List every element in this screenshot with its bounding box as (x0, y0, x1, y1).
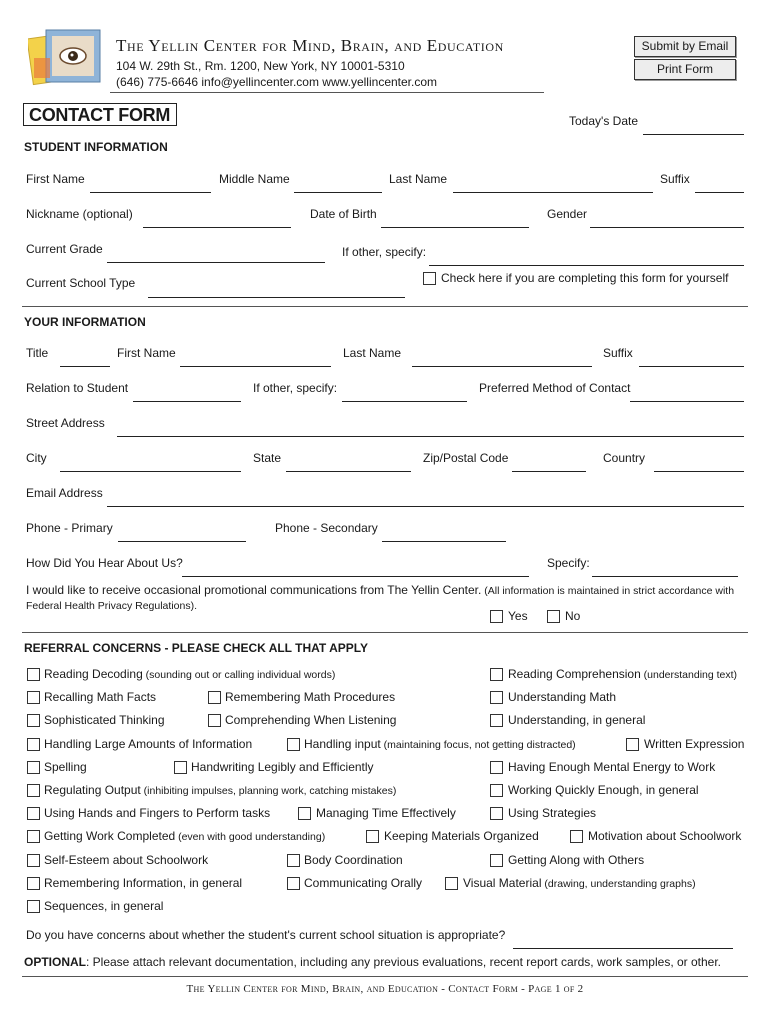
concern-checkbox[interactable] (27, 738, 40, 751)
promo-note: (All information is maintained in strict accordance with Federal Health Privacy Regulations). (26, 585, 735, 612)
concern-checkbox[interactable] (27, 784, 40, 797)
concerns-heading: REFERRAL CONCERNS - PLEASE CHECK ALL THAT APPLY (24, 641, 369, 655)
dob-field[interactable] (381, 213, 529, 228)
concern-checkbox[interactable] (27, 668, 40, 681)
org-name: The Yellin Center for Mind, Brain, and Education (116, 36, 504, 55)
concern-checkbox[interactable] (490, 714, 503, 727)
email-field[interactable] (107, 492, 744, 507)
nickname-label: Nickname (optional) (26, 207, 133, 221)
concern-label: Using Hands and Fingers to Perform tasks (44, 806, 271, 820)
your-first-name-label: First Name (117, 346, 176, 360)
concern-checkbox[interactable] (490, 854, 503, 867)
concern-checkbox[interactable] (298, 807, 311, 820)
concern-label: Reading Comprehension (understanding text) (508, 667, 738, 681)
concern-checkbox[interactable] (490, 807, 503, 820)
print-form-button[interactable]: Print Form (634, 59, 736, 80)
student-first-name-field[interactable] (90, 178, 211, 193)
logo (28, 28, 104, 86)
concern-checkbox[interactable] (570, 830, 583, 843)
concern-checkbox[interactable] (208, 691, 221, 704)
relation-label: Relation to Student (26, 381, 129, 395)
concern-label: Using Strategies (508, 806, 597, 820)
concern-label: Getting Along with Others (508, 853, 645, 867)
concern-checkbox[interactable] (490, 761, 503, 774)
concern-label: Keeping Materials Organized (384, 829, 539, 843)
concern-checkbox[interactable] (287, 738, 300, 751)
promo-yes-label: Yes (508, 609, 528, 623)
your-first-name-field[interactable] (180, 352, 331, 367)
concern-label: Comprehending When Listening (225, 713, 397, 727)
concern-label: Handling input (maintaining focus, not getting distracted) (304, 737, 576, 751)
todays-date-label: Today's Date (569, 114, 638, 128)
phone-primary-field[interactable] (118, 527, 246, 542)
school-type-label: Current School Type (26, 276, 136, 290)
your-title-field[interactable] (60, 352, 110, 367)
country-field[interactable] (654, 457, 744, 472)
optional-label: OPTIONAL (24, 955, 86, 969)
zip-field[interactable] (512, 457, 586, 472)
student-info-heading: STUDENT INFORMATION (24, 140, 168, 154)
footer-divider (22, 976, 748, 977)
concern-checkbox[interactable] (366, 830, 379, 843)
relation-field[interactable] (133, 387, 241, 402)
street-label: Street Address (26, 416, 105, 430)
concern-label: Regulating Output (inhibiting impulses, planning work, catching mistakes) (44, 783, 397, 797)
concern-checkbox[interactable] (174, 761, 187, 774)
concern-label: Understanding, in general (508, 713, 646, 727)
current-grade-label: Current Grade (26, 242, 103, 256)
school-type-field[interactable] (148, 283, 405, 298)
concern-label: Remembering Information, in general (44, 876, 243, 890)
relation-if-other-label: If other, specify: (253, 381, 338, 395)
promo-consent-text (26, 583, 748, 613)
concern-label: Managing Time Effectively (316, 806, 456, 820)
concern-label: Getting Work Completed (even with good understanding) (44, 829, 326, 843)
concern-label: Communicating Orally (304, 876, 423, 890)
concern-checkbox[interactable] (626, 738, 639, 751)
concern-checkbox[interactable] (27, 807, 40, 820)
your-last-name-label: Last Name (343, 346, 402, 360)
concern-label: Self-Esteem about Schoolwork (44, 853, 209, 867)
hear-about-label: How Did You Hear About Us? (26, 556, 183, 570)
concern-label: Visual Material (drawing, understanding graphs) (463, 876, 696, 890)
phone-secondary-field[interactable] (382, 527, 506, 542)
student-first-name-label: First Name (26, 172, 85, 186)
current-grade-field[interactable] (107, 248, 325, 263)
dob-label: Date of Birth (310, 207, 377, 221)
concern-checkbox[interactable] (445, 877, 458, 890)
concern-label: Working Quickly Enough, in general (508, 783, 699, 797)
zip-label: Zip/Postal Code (423, 451, 509, 465)
student-middle-name-field[interactable] (294, 178, 382, 193)
your-info-heading: YOUR INFORMATION (24, 315, 146, 329)
concern-label: Sequences, in general (44, 899, 164, 913)
concern-label: Having Enough Mental Energy to Work (508, 760, 716, 774)
concern-checkbox[interactable] (490, 784, 503, 797)
concern-label: Written Expression (644, 737, 745, 751)
concern-checkbox[interactable] (287, 854, 300, 867)
concern-checkbox[interactable] (27, 854, 40, 867)
todays-date-field[interactable] (643, 120, 744, 135)
grade-if-other-label: If other, specify: (342, 245, 427, 259)
org-address: 104 W. 29th St., Rm. 1200, New York, NY 10001-5310 (116, 59, 405, 73)
section-divider (22, 306, 748, 307)
concern-label: Spelling (44, 760, 87, 774)
form-title: CONTACT FORM (23, 103, 177, 126)
section-divider (22, 632, 748, 633)
concern-checkbox[interactable] (27, 830, 40, 843)
concern-checkbox[interactable] (27, 761, 40, 774)
header-rule (110, 92, 544, 93)
relation-if-other-field[interactable] (342, 387, 467, 402)
student-last-name-label: Last Name (389, 172, 448, 186)
promo-text: I would like to receive occasional promotional communications from The Yellin Center. (26, 583, 482, 597)
concern-label: Handling Large Amounts of Information (44, 737, 253, 751)
your-last-name-field[interactable] (412, 352, 592, 367)
student-suffix-label: Suffix (660, 172, 690, 186)
concern-checkbox[interactable] (490, 691, 503, 704)
concern-checkbox[interactable] (287, 877, 300, 890)
footer-text: The Yellin Center for Mind, Brain, and Education - Contact Form - Page 1 of 2 (186, 983, 584, 995)
hear-specify-field[interactable] (592, 562, 738, 577)
nickname-field[interactable] (143, 213, 291, 228)
self-complete-label: Check here if you are completing this form for yourself (441, 271, 729, 285)
grade-if-other-field[interactable] (429, 251, 744, 266)
school-concern-field[interactable] (513, 934, 733, 949)
gender-label: Gender (547, 207, 588, 221)
city-field[interactable] (60, 457, 241, 472)
your-title-label: Title (26, 346, 49, 360)
promo-yes-checkbox[interactable] (490, 610, 503, 623)
concern-label: Sophisticated Thinking (44, 713, 165, 727)
promo-no-checkbox[interactable] (547, 610, 560, 623)
phone-primary-label: Phone - Primary (26, 521, 113, 535)
your-suffix-label: Suffix (603, 346, 633, 360)
preferred-contact-label: Preferred Method of Contact (479, 381, 631, 395)
org-contact: (646) 775-6646 info@yellincenter.com www.yellincenter.com (116, 75, 438, 89)
preferred-contact-field[interactable] (630, 387, 744, 402)
concern-checkbox[interactable] (27, 900, 40, 913)
hear-specify-label: Specify: (547, 556, 590, 570)
optional-text: : Please attach relevant documentation, including any previous evaluations, recent report cards, work samples, or other. (86, 955, 722, 969)
student-last-name-field[interactable] (453, 178, 653, 193)
hear-about-field[interactable] (182, 562, 529, 577)
email-label: Email Address (26, 486, 103, 500)
state-field[interactable] (286, 457, 411, 472)
school-concern-label: Do you have concerns about whether the student's current school situation is appropriate? (26, 928, 506, 942)
concern-checkbox[interactable] (27, 877, 40, 890)
country-label: Country (603, 451, 646, 465)
self-complete-checkbox[interactable] (423, 272, 436, 285)
concern-checkbox[interactable] (490, 668, 503, 681)
concern-label: Understanding Math (508, 690, 617, 704)
optional-note (24, 955, 721, 969)
concern-label: Reading Decoding (sounding out or calling individual words) (44, 667, 336, 681)
concern-checkbox[interactable] (27, 714, 40, 727)
promo-no-label: No (565, 609, 581, 623)
concern-label: Handwriting Legibly and Efficiently (191, 760, 374, 774)
concern-label: Recalling Math Facts (44, 690, 157, 704)
state-label: State (253, 451, 282, 465)
submit-by-email-button[interactable]: Submit by Email (634, 36, 736, 57)
concern-label: Remembering Math Procedures (225, 690, 396, 704)
student-suffix-field[interactable] (695, 178, 744, 193)
concern-label: Body Coordination (304, 853, 403, 867)
concern-checkbox[interactable] (27, 691, 40, 704)
concern-label: Motivation about Schoolwork (588, 829, 742, 843)
phone-secondary-label: Phone - Secondary (275, 521, 378, 535)
concern-checkbox[interactable] (208, 714, 221, 727)
your-suffix-field[interactable] (639, 352, 744, 367)
gender-field[interactable] (590, 213, 744, 228)
street-field[interactable] (117, 422, 744, 437)
student-middle-name-label: Middle Name (219, 172, 290, 186)
city-label: City (26, 451, 47, 465)
